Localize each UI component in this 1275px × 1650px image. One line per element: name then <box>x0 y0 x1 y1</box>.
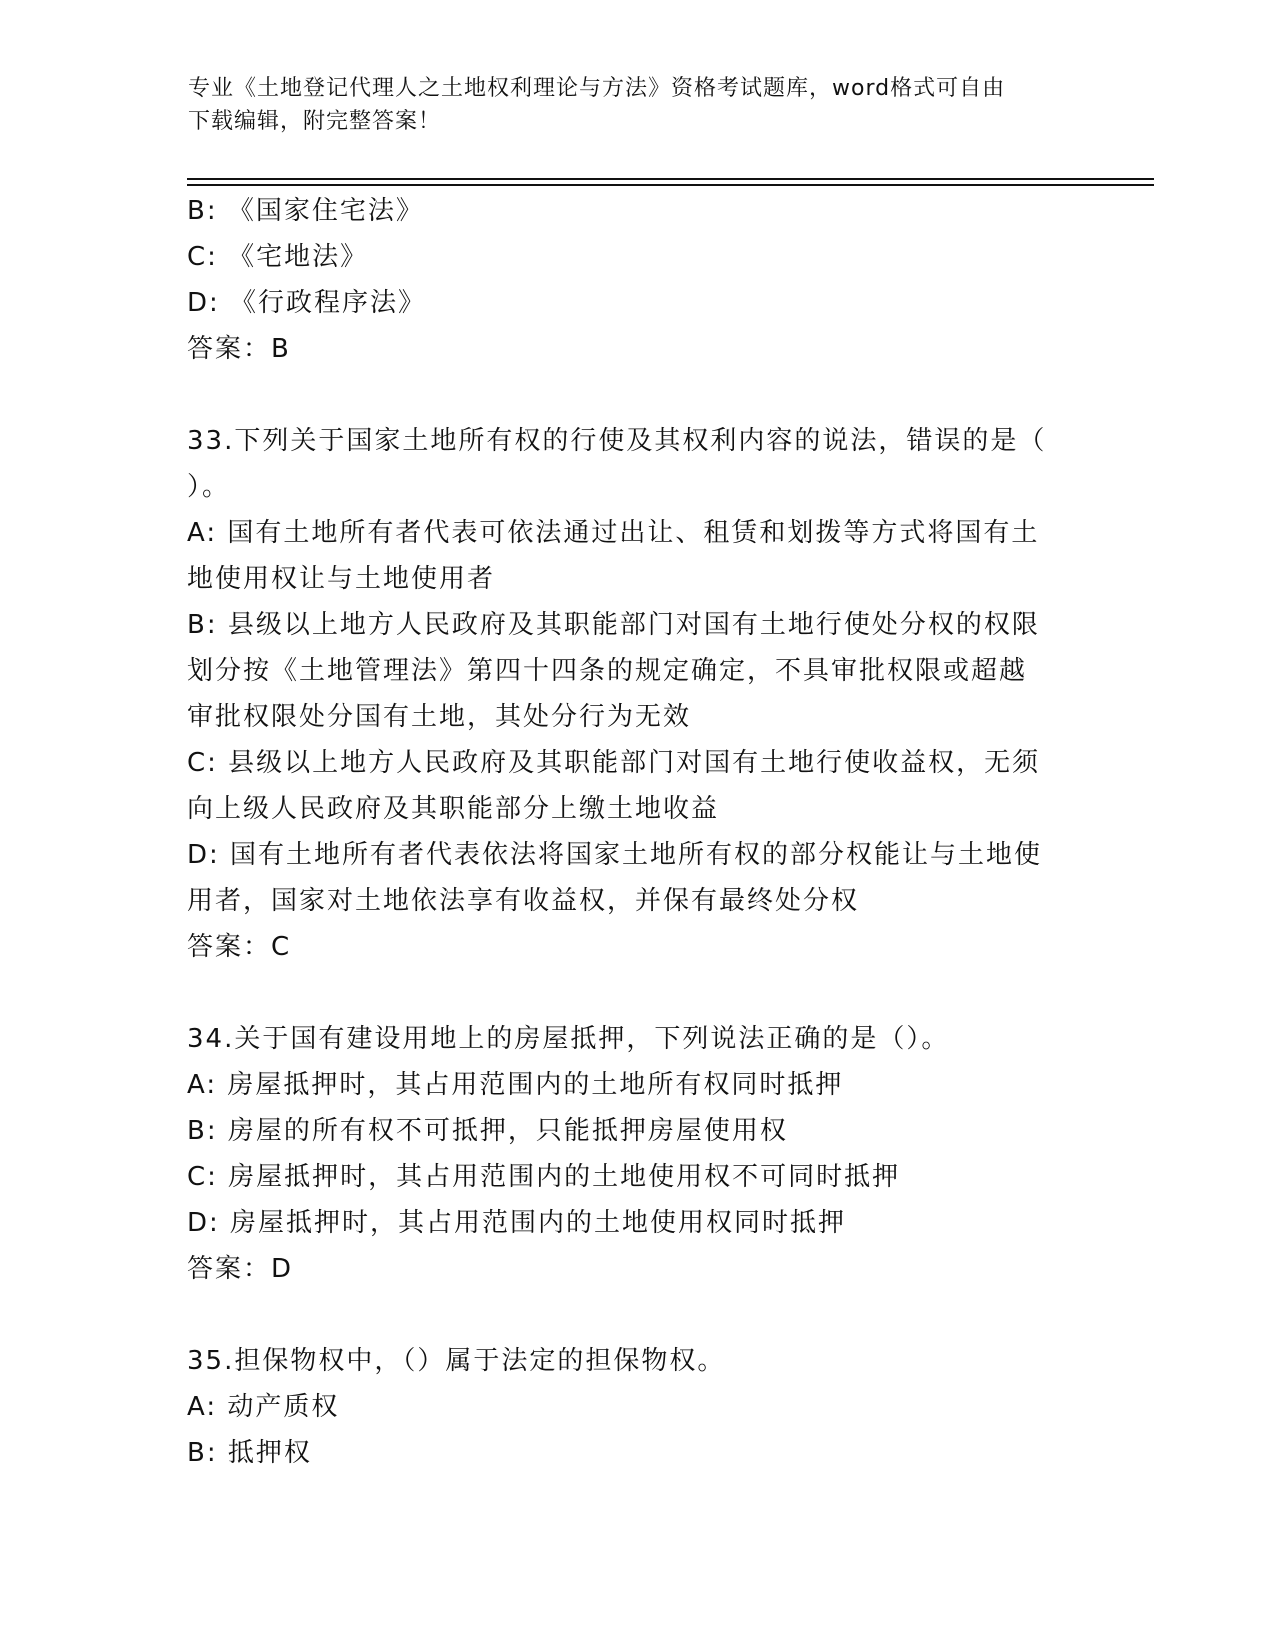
header-divider-top <box>187 178 1154 180</box>
q34-stem: 34.关于国有建设用地上的房屋抵押，下列说法正确的是（）。 <box>187 1024 950 1054</box>
spacer <box>187 1292 1087 1338</box>
q34-option-d: D: 房屋抵押时，其占用范围内的土地使用权同时抵押 <box>187 1208 847 1238</box>
q32-option-b: B: 《国家住宅法》 <box>187 196 424 226</box>
q32-answer: 答案：B <box>187 334 291 364</box>
spacer <box>187 970 1087 1016</box>
q34-option-c: C: 房屋抵押时，其占用范围内的土地使用权不可同时抵押 <box>187 1162 901 1192</box>
q35-option-b: B: 抵押权 <box>187 1438 312 1468</box>
q33-option-a-line-1: A: 国有土地所有者代表可依法通过出让、租赁和划拨等方式将国有土 <box>187 518 1040 548</box>
q33-option-d-line-2: 用者，国家对土地依法享有收益权，并保有最终处分权 <box>187 886 860 916</box>
q33-stem-line-2: ）。 <box>187 472 231 502</box>
q35-option-a: A: 动产质权 <box>187 1392 340 1422</box>
header-title-line-1: 专业《土地登记代理人之土地权利理论与方法》资格考试题库，word格式可自由 <box>188 76 1006 101</box>
question-32 <box>187 188 1087 372</box>
q33-option-a-line-2: 地使用权让与土地使用者 <box>187 564 496 594</box>
question-34 <box>187 1016 1087 1292</box>
q33-option-c-line-1: C: 县级以上地方人民政府及其职能部门对国有土地行使收益权，无须 <box>187 748 1041 778</box>
question-35 <box>187 1338 1087 1476</box>
question-content <box>187 188 1087 1476</box>
q35-stem: 35.担保物权中，（）属于法定的担保物权。 <box>187 1346 726 1376</box>
q33-option-b-line-1: B: 县级以上地方人民政府及其职能部门对国有土地行使处分权的权限 <box>187 610 1040 640</box>
header-divider-bottom <box>187 184 1154 186</box>
q33-option-d-line-1: D: 国有土地所有者代表依法将国家土地所有权的部分权能让与土地使 <box>187 840 1043 870</box>
spacer <box>187 372 1087 418</box>
header-title-line-2: 下载编辑，附完整答案！ <box>188 109 442 134</box>
q33-option-b-line-3: 审批权限处分国有土地，其处分行为无效 <box>187 702 692 732</box>
q32-option-d: D: 《行政程序法》 <box>187 288 427 318</box>
q34-answer: 答案：D <box>187 1254 294 1284</box>
question-33 <box>187 418 1087 970</box>
q33-option-c-line-2: 向上级人民政府及其职能部分上缴土地收益 <box>187 794 720 824</box>
q33-answer: 答案：C <box>187 932 292 962</box>
document-header <box>188 72 1088 138</box>
q32-option-c: C: 《宅地法》 <box>187 242 369 272</box>
q33-option-b-line-2: 划分按《土地管理法》第四十四条的规定确定，不具审批权限或超越 <box>187 656 1028 686</box>
q33-stem-line-1: 33.下列关于国家土地所有权的行使及其权利内容的说法，错误的是（ <box>187 426 1047 456</box>
q34-option-b: B: 房屋的所有权不可抵押，只能抵押房屋使用权 <box>187 1116 788 1146</box>
q34-option-a: A: 房屋抵押时，其占用范围内的土地所有权同时抵押 <box>187 1070 844 1100</box>
